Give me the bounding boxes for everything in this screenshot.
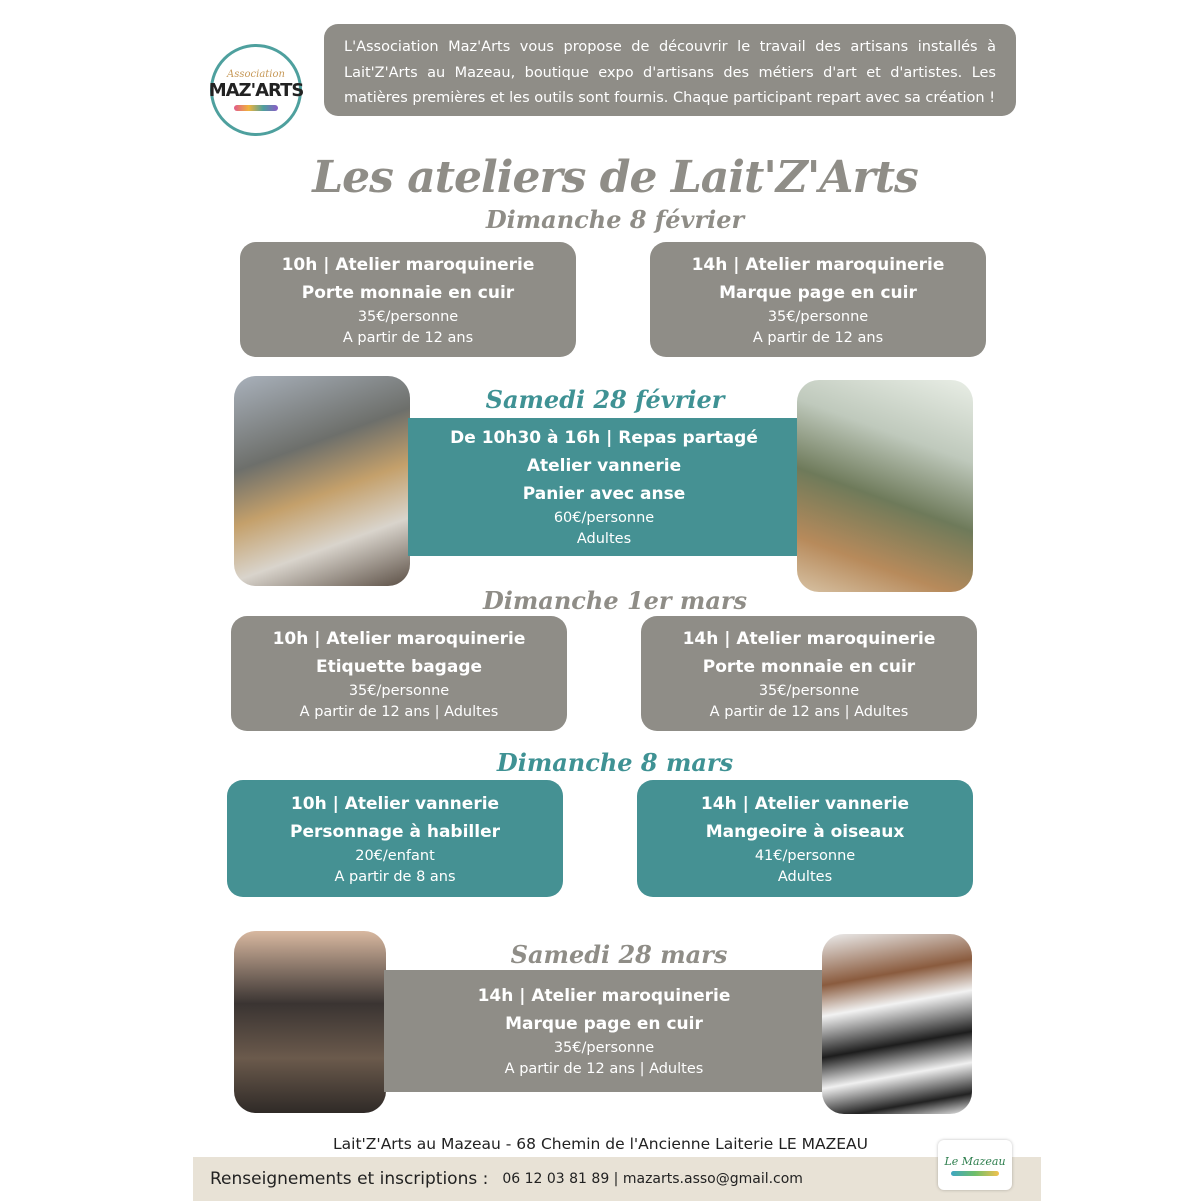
- workshop-item: Marque page en cuir: [719, 282, 917, 303]
- basket-weaver-photo: [797, 380, 973, 592]
- basketry-workshop-photo: [234, 376, 410, 586]
- workshop-item: Marque page en cuir: [505, 1014, 703, 1034]
- workshop-card: [231, 616, 567, 731]
- leather-goods-photo: [822, 934, 972, 1114]
- workshop-time-title: 10h | Atelier maroquinerie: [272, 628, 526, 649]
- workshop-audience: A partir de 8 ans: [334, 868, 456, 885]
- workshop-time-title: 14h | Atelier maroquinerie: [691, 254, 945, 275]
- workshop-price: 41€/personne: [754, 847, 856, 864]
- logo-brand: MAZ'ARTS: [208, 80, 304, 101]
- workshop-card: [650, 242, 986, 357]
- workshop-price: 35€/personne: [553, 1040, 655, 1056]
- session-date: Dimanche 8 mars: [496, 748, 734, 777]
- workshop-item: Porte monnaie en cuir: [702, 656, 916, 677]
- workshop-item: Panier avec anse: [522, 484, 686, 504]
- workshop-audience: A partir de 12 ans: [752, 329, 884, 346]
- session-date: Dimanche 1er mars: [482, 586, 748, 615]
- workshop-card: [637, 780, 973, 897]
- le-mazeau-logo: [938, 1140, 1012, 1190]
- contact-details: 06 12 03 81 89 | mazarts.asso@gmail.com: [502, 1171, 803, 1187]
- intro-banner: L'Association Maz'Arts vous propose de découvrir le travail des artisans installés à Lait'Z'Arts au Mazeau, boutique expo d'artisans des métiers d'art et d'artistes. Les matières premières et les outils sont fournis. Chaque participant repart avec sa création !: [324, 24, 1016, 116]
- workshop-price: 20€/enfant: [355, 847, 435, 864]
- contact-bar: [193, 1154, 1041, 1201]
- workshop-price: 35€/personne: [357, 308, 459, 325]
- workshop-audience: A partir de 12 ans | Adultes: [709, 703, 909, 720]
- workshop-audience: A partir de 12 ans | Adultes: [299, 703, 499, 720]
- session-date: Samedi 28 mars: [510, 940, 728, 969]
- workshop-audience: A partir de 12 ans | Adultes: [504, 1061, 704, 1077]
- workshop-price: 60€/personne: [553, 510, 655, 526]
- workshop-banner: [384, 970, 824, 1092]
- workshop-price: 35€/personne: [348, 682, 450, 699]
- workshop-card: [240, 242, 576, 357]
- venue-address: Lait'Z'Arts au Mazeau - 68 Chemin de l'Ancienne Laiterie LE MAZEAU: [333, 1135, 868, 1153]
- workshop-card: [227, 780, 563, 897]
- leatherworker-photo: [234, 931, 386, 1113]
- workshop-audience: Adultes: [777, 868, 833, 885]
- session-date: Dimanche 8 février: [485, 205, 745, 234]
- workshop-time-title: De 10h30 à 16h | Repas partagé: [450, 428, 758, 448]
- workshop-audience: Adultes: [576, 531, 632, 547]
- workshop-item: Personnage à habiller: [290, 821, 500, 842]
- le-mazeau-logo-text: Le Mazeau: [944, 1154, 1006, 1168]
- workshop-time-title: 14h | Atelier maroquinerie: [477, 986, 731, 1006]
- page-title: Les ateliers de Lait'Z'Arts: [312, 152, 918, 203]
- workshop-card: [641, 616, 977, 731]
- workshop-type: Atelier vannerie: [526, 456, 682, 476]
- workshop-time-title: 10h | Atelier maroquinerie: [281, 254, 535, 275]
- logo-top-text: Association: [227, 69, 285, 80]
- le-mazeau-logo-wave: [951, 1171, 999, 1176]
- workshop-audience: A partir de 12 ans: [342, 329, 474, 346]
- workshop-item: Etiquette bagage: [315, 656, 483, 677]
- workshop-item: Mangeoire à oiseaux: [705, 821, 905, 842]
- workshop-time-title: 14h | Atelier vannerie: [700, 793, 910, 814]
- association-logo: [210, 44, 302, 136]
- session-date: Samedi 28 février: [485, 385, 725, 414]
- workshop-price: 35€/personne: [767, 308, 869, 325]
- workshop-time-title: 10h | Atelier vannerie: [290, 793, 500, 814]
- contact-label: Renseignements et inscriptions :: [210, 1169, 489, 1189]
- workshop-banner: [408, 418, 800, 556]
- workshop-time-title: 14h | Atelier maroquinerie: [682, 628, 936, 649]
- workshop-item: Porte monnaie en cuir: [301, 282, 515, 303]
- logo-ornament: [234, 105, 278, 111]
- workshop-price: 35€/personne: [758, 682, 860, 699]
